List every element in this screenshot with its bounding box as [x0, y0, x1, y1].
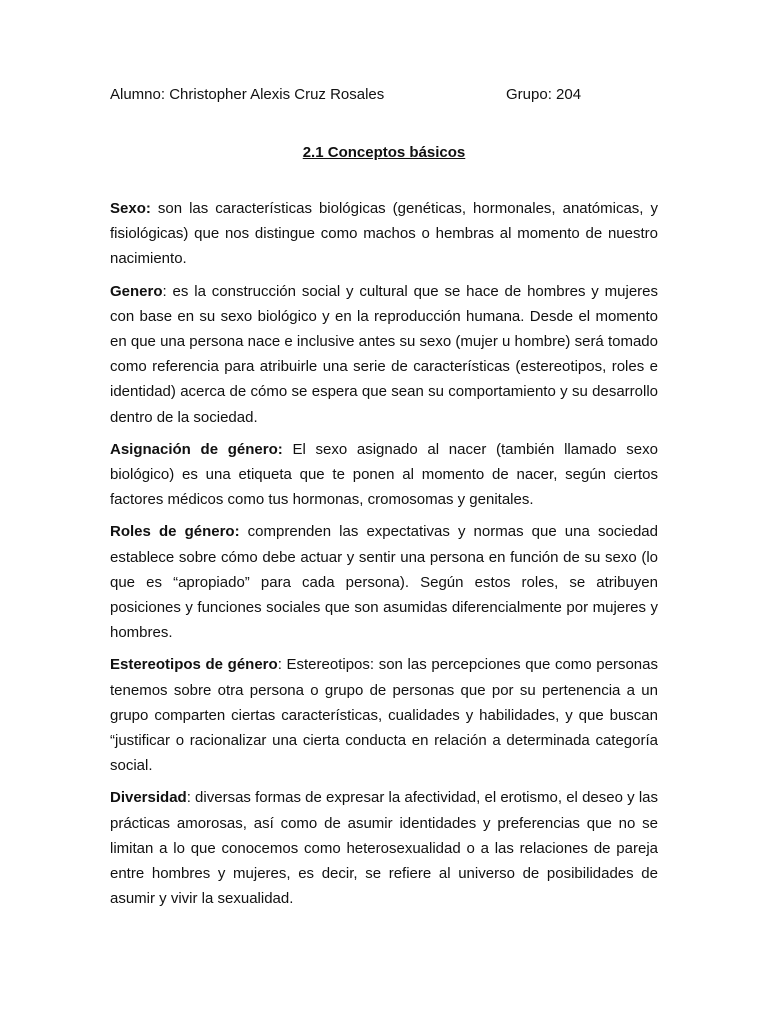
- term-label: Roles de género:: [110, 523, 240, 541]
- definition-sexo: [110, 196, 658, 272]
- term-label: Sexo:: [110, 200, 151, 217]
- definition-text: comprenden las expectativas y normas que una sociedad establece sobre cómo debe actuar y sentir una persona en función de su sexo (lo que es “apropiado” para cada persona). Según estos roles, se atribuyen posiciones y funciones sociales que son asumidas diferencialmente por mujeres y hombres.: [110, 523, 658, 642]
- term-label: Diversidad: [110, 789, 187, 807]
- document-page: [110, 84, 658, 918]
- header-line: [110, 84, 658, 106]
- definition-estereotipos-de-genero: [110, 652, 658, 778]
- definition-asignacion-de-genero: [110, 437, 658, 513]
- definition-text: : Estereotipos: son las percepciones que como personas tenemos sobre otra persona o grupo de personas que por su pertenencia a un grupo comparten ciertas características, cualidades y habilidades, y que buscan “justificar o racionalizar una cierta conducta en relación a determinada categoría social.: [110, 656, 658, 775]
- term-label: Genero: [110, 282, 163, 300]
- term-label: Asignación de género:: [110, 440, 283, 458]
- student-name: Alumno: Christopher Alexis Cruz Rosales: [110, 86, 385, 103]
- term-label: Estereotipos de género: [110, 656, 278, 674]
- group-number: Grupo: 204: [506, 86, 582, 103]
- section-title: 2.1 Conceptos básicos: [302, 144, 466, 161]
- definition-genero: [110, 279, 658, 430]
- definition-text: El sexo asignado al nacer (también llamado sexo biológico) es una etiqueta que te ponen al momento de nacer, según ciertos factores médicos como tus hormonas, cromosomas y genitales.: [110, 440, 658, 509]
- definition-text: son las características biológicas (genéticas, hormonales, anatómicas, y fisiológicas) que nos distingue como machos o hembras al momento de nuestro nacimiento.: [110, 200, 658, 268]
- definition-text: : diversas formas de expresar la afectividad, el erotismo, el deseo y las prácticas amorosas, así como de asumir identidades y preferencias que no se limitan a lo que conocemos como heterosexualidad o a las relaciones de pareja entre hombres y mujeres, es decir, se refiere al universo de posibilidades de asumir y vivir la sexualidad.: [110, 789, 658, 908]
- definition-roles-de-genero: [110, 519, 658, 645]
- definition-diversidad: [110, 785, 658, 911]
- definition-text: : es la construcción social y cultural que se hace de hombres y mujeres con base en su sexo biológico y en la reproducción humana. Desde el momento en que una persona nace e inclusive antes su sexo (mujer u hombre) será tomado como referencia para atribuirle una serie de características (estereotipos, roles e identidad) acerca de cómo se espera que sean su comportamiento y su desarrollo dentro de la sociedad.: [110, 282, 658, 426]
